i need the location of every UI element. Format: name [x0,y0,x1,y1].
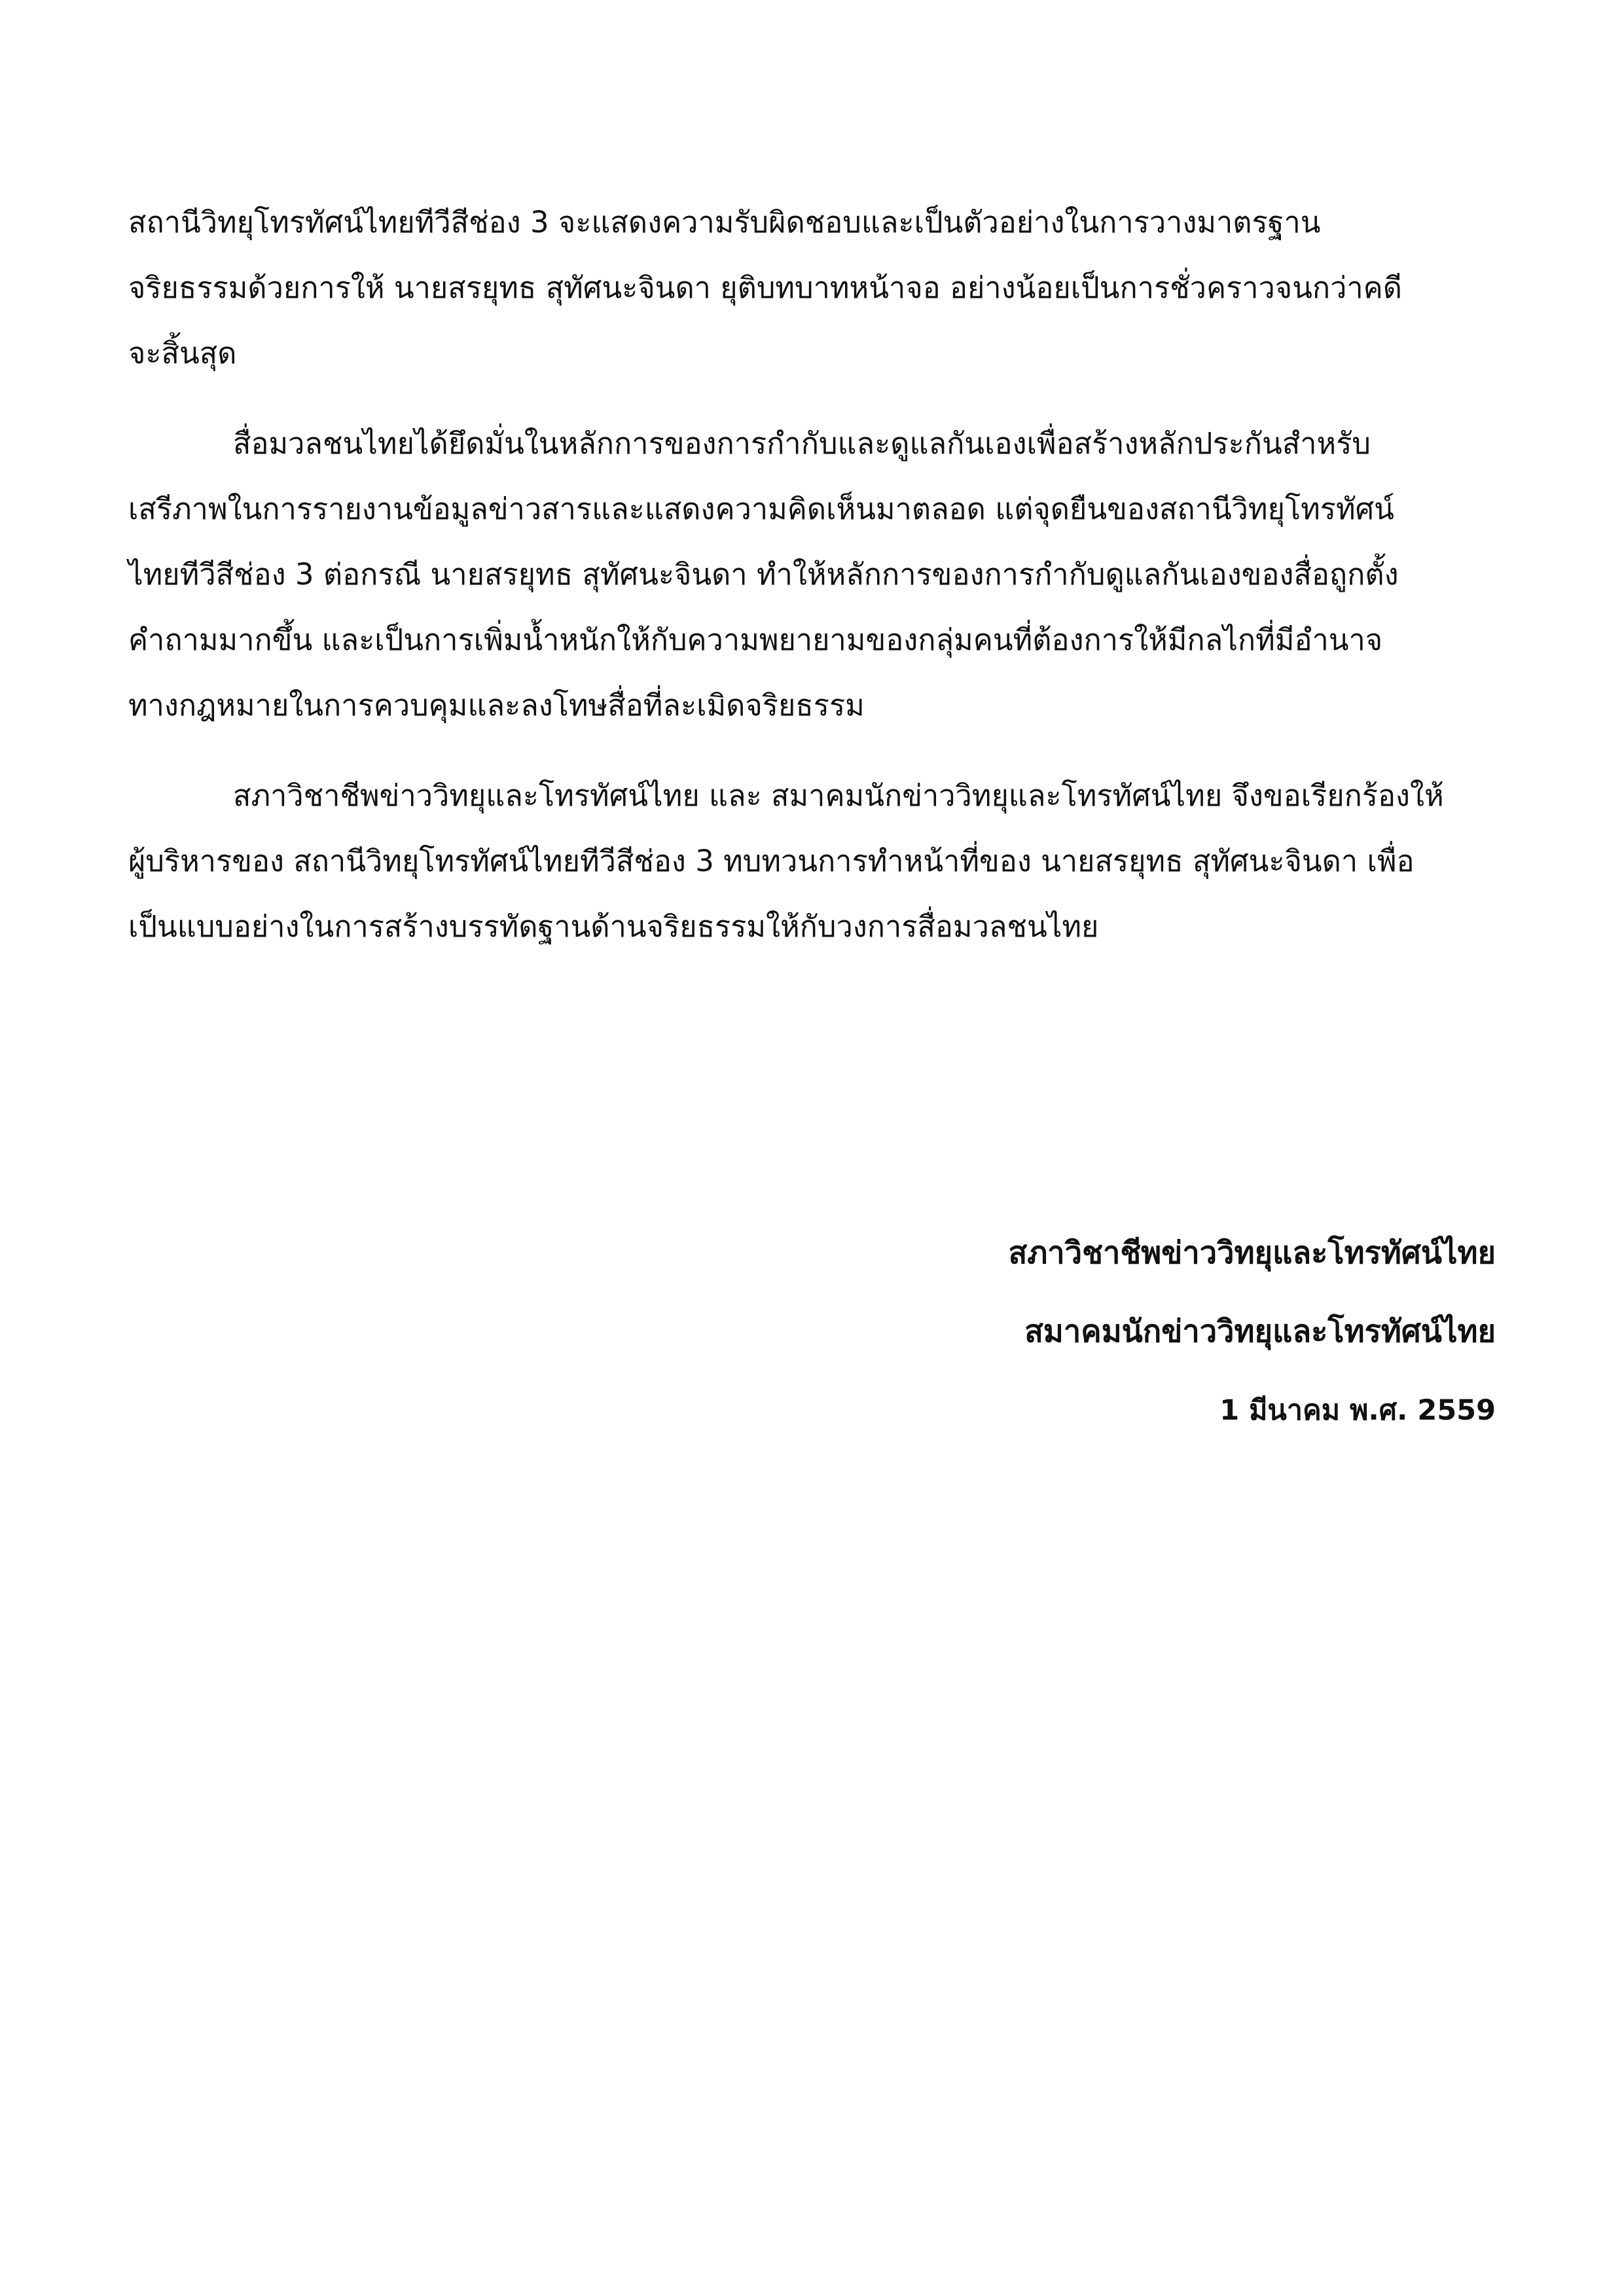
paragraph-line: สภาวิชาชีพข่าววิทยุและโทรทัศน์ไทย และ สมาคมนักข่าววิทยุและโทรทัศน์ไทย จึงขอเรียกร้องให้ [233,778,1444,813]
signatory-association: สมาคมนักข่าววิทยุและโทรทัศน์ไทย [1024,1314,1496,1350]
paragraph-3 [128,763,1498,960]
paragraph-line: จะสิ้นสุด [128,336,237,370]
paragraph-1 [128,190,1498,386]
paragraph-line: ไทยทีวีสีช่อง 3 ต่อกรณี นายสรยุทธ สุทัศนะจินดา ทำให้หลักการของการกำกับดูแลกันเองของสื่อถูกตั้ง [128,557,1399,592]
statement-body [128,190,1498,960]
paragraph-2 [128,411,1498,738]
paragraph-line: เสรีภาพในการรายงานข้อมูลข่าวสารและแสดงความคิดเห็นมาตลอด แต่จุดยืนของสถานีวิทยุโทรทัศน์ [128,492,1394,526]
paragraph-line: คำถามมากขึ้น และเป็นการเพิ่มน้ำหนักให้กับความพยายามของกลุ่มคนที่ต้องการให้มีกลไกที่มีอำนาจ [128,622,1383,657]
paragraph-line: จริยธรรมด้วยการให้ นายสรยุทธ สุทัศนะจินดา ยุติบทบาทหน้าจอ อย่างน้อยเป็นการชั่วคราวจนกว่าคดี [128,270,1402,305]
signatory-council: สภาวิชาชีพข่าววิทยุและโทรทัศน์ไทย [1008,1235,1496,1271]
paragraph-line: สื่อมวลชนไทยได้ยึดมั่นในหลักการของการกำกับและดูแลกันเองเพื่อสร้างหลักประกันสำหรับ [233,426,1371,461]
paragraph-line: ผู้บริหารของ สถานีวิทยุโทรทัศน์ไทยทีวีสีช่อง 3 ทบทวนการทำหน้าที่ของ นายสรยุทธ สุทัศนะจินดา เพื่อ [128,844,1415,878]
paragraph-line: ทางกฎหมายในการควบคุมและลงโทษสื่อที่ละเมิดจริยธรรม [128,688,865,723]
statement-date: 1 มีนาคม พ.ศ. 2559 [1219,1394,1496,1427]
paragraph-line: สถานีวิทยุโทรทัศน์ไทยทีวีสีช่อง 3 จะแสดงความรับผิดชอบและเป็นตัวอย่างในการวางมาตรฐาน [128,205,1321,240]
paragraph-line: เป็นแบบอย่างในการสร้างบรรทัดฐานด้านจริยธรรมให้กับวงการสื่อมวลชนไทย [128,909,1099,944]
signature-block [579,1214,1496,1450]
